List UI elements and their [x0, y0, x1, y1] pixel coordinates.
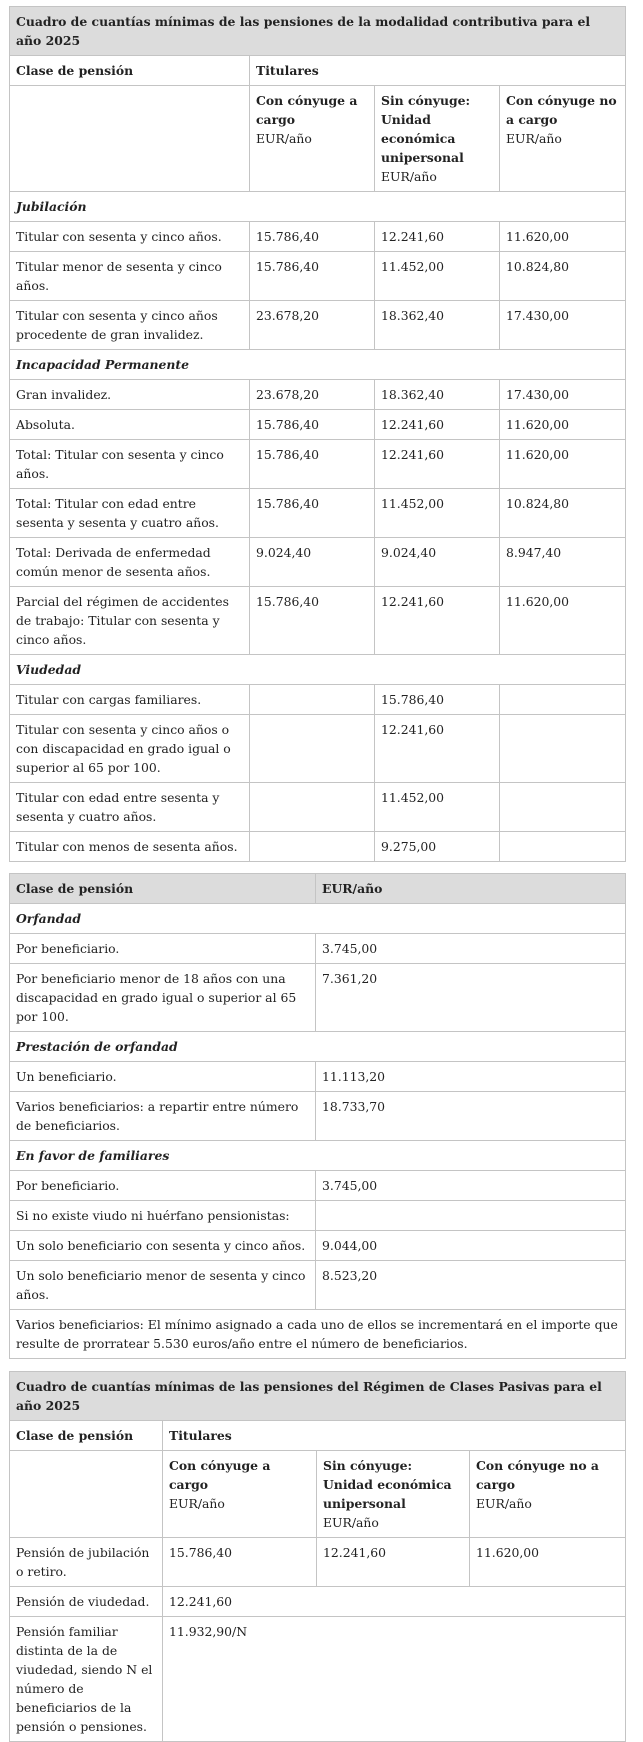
table-row: [10, 715, 626, 783]
row-value-col2: 12.241,60: [375, 715, 500, 783]
section-row: [10, 904, 626, 934]
table-row: [10, 1062, 626, 1092]
header-row: [10, 1421, 626, 1451]
row-value-col2: 18.362,40: [375, 380, 500, 410]
col1-unit: EUR/año: [256, 131, 312, 146]
row-label: Varios beneficiarios: a repartir entre número de beneficiarios.: [10, 1092, 316, 1141]
row-value: 7.361,20: [316, 964, 626, 1032]
row-value-col1: 15.786,40: [250, 252, 375, 301]
row-value-col2: 12.241,60: [375, 587, 500, 655]
section-row: [10, 350, 626, 380]
header-row: [10, 56, 626, 86]
table-row: [10, 380, 626, 410]
row-value: 18.733,70: [316, 1092, 626, 1141]
row-value-col1: 15.786,40: [250, 587, 375, 655]
col3-title: Con cónyuge no a cargo: [476, 1458, 599, 1492]
row-value-col1: [250, 832, 375, 862]
row-value-col1: 9.024,40: [250, 538, 375, 587]
header-row: [10, 874, 626, 904]
col1-title: Con cónyuge a cargo: [256, 93, 358, 127]
row-label: Pensión familiar distinta de la de viudedad, siendo N el número de beneficiarios de la pensión o pensiones.: [10, 1617, 163, 1742]
clases-pasivas-table: [9, 1371, 626, 1742]
row-value-col3: 11.620,00: [500, 410, 626, 440]
col2-unit: EUR/año: [323, 1515, 379, 1530]
table-row: [10, 489, 626, 538]
row-label: Si no existe viudo ni huérfano pensionistas:: [10, 1201, 316, 1231]
row-value-col3: 8.947,40: [500, 538, 626, 587]
row-label: Titular con sesenta y cinco años.: [10, 222, 250, 252]
subheader-empty: [10, 86, 250, 192]
row-value-col2: 12.241,60: [317, 1538, 470, 1587]
table-row: [10, 301, 626, 350]
row-label: Titular con sesenta y cinco años procedente de gran invalidez.: [10, 301, 250, 350]
row-value: 8.523,20: [316, 1261, 626, 1310]
footnote: Varios beneficiarios: El mínimo asignado a cada uno de ellos se incrementará en el importe que resulte de prorratear 5.530 euros/año entre el número de beneficiarios.: [10, 1310, 626, 1359]
section-title-incapacidad: Incapacidad Permanente: [10, 350, 626, 380]
other-pensions-table: [9, 873, 626, 1359]
table-row: [10, 1261, 626, 1310]
row-label: Absoluta.: [10, 410, 250, 440]
header-unit: EUR/año: [316, 874, 626, 904]
row-value-col3: 11.620,00: [500, 587, 626, 655]
section-row: [10, 1032, 626, 1062]
col1-title: Con cónyuge a cargo: [169, 1458, 271, 1492]
table-row: [10, 1587, 626, 1617]
row-value-col3: 11.620,00: [500, 440, 626, 489]
table-caption: Cuadro de cuantías mínimas de las pensiones del Régimen de Clases Pasivas para el año 2025: [10, 1372, 626, 1421]
row-value-col2: 11.452,00: [375, 783, 500, 832]
row-value-col3: [500, 715, 626, 783]
row-value-col3: 10.824,80: [500, 489, 626, 538]
section-row: [10, 192, 626, 222]
table-row: [10, 1171, 626, 1201]
row-value-col1: [250, 685, 375, 715]
contributive-pensions-table: [9, 6, 626, 862]
section-title-prestacion: Prestación de orfandad: [10, 1032, 626, 1062]
table-row: [10, 222, 626, 252]
row-value: 11.932,90/N: [163, 1617, 626, 1742]
row-value-col1: 15.786,40: [250, 440, 375, 489]
col2-title: Sin cónyuge: Unidad económica unipersonal: [381, 93, 471, 165]
header-titulares: Titulares: [250, 56, 626, 86]
table-caption: Cuadro de cuantías mínimas de las pensiones de la modalidad contributiva para el año 2025: [10, 7, 626, 56]
row-value-col3: [500, 832, 626, 862]
table-row: [10, 1617, 626, 1742]
row-value-col3: 17.430,00: [500, 301, 626, 350]
row-value-col1: 23.678,20: [250, 301, 375, 350]
subheader-col2: [317, 1451, 470, 1538]
section-title-orfandad: Orfandad: [10, 904, 626, 934]
row-value: 12.241,60: [163, 1587, 626, 1617]
row-value-col3: [500, 783, 626, 832]
row-value-col3: 11.620,00: [500, 222, 626, 252]
row-value-col2: 12.241,60: [375, 440, 500, 489]
table-row: [10, 538, 626, 587]
row-value-col1: 23.678,20: [250, 380, 375, 410]
row-label: Titular con cargas familiares.: [10, 685, 250, 715]
row-label: Un beneficiario.: [10, 1062, 316, 1092]
row-value-col3: 11.620,00: [470, 1538, 626, 1587]
subheader-row: [10, 1451, 626, 1538]
col2-unit: EUR/año: [381, 169, 437, 184]
col1-unit: EUR/año: [169, 1496, 225, 1511]
row-label: Total: Derivada de enfermedad común menor de sesenta años.: [10, 538, 250, 587]
table-row: [10, 934, 626, 964]
subheader-col3: [470, 1451, 626, 1538]
footnote-row: [10, 1310, 626, 1359]
row-value: [316, 1201, 626, 1231]
table-row: [10, 685, 626, 715]
subheader-empty: [10, 1451, 163, 1538]
row-label: Pensión de viudedad.: [10, 1587, 163, 1617]
row-label: Un solo beneficiario menor de sesenta y cinco años.: [10, 1261, 316, 1310]
subheader-col2: [375, 86, 500, 192]
subheader-col1: [250, 86, 375, 192]
row-label: Titular con menos de sesenta años.: [10, 832, 250, 862]
header-clase: Clase de pensión: [10, 56, 250, 86]
table-row: [10, 783, 626, 832]
table-row: [10, 832, 626, 862]
table-row: [10, 1231, 626, 1261]
row-value-col1: [250, 783, 375, 832]
section-title-familiares: En favor de familiares: [10, 1141, 626, 1171]
col2-title: Sin cónyuge: Unidad económica unipersonal: [323, 1458, 452, 1511]
row-label: Gran invalidez.: [10, 380, 250, 410]
row-value-col3: 17.430,00: [500, 380, 626, 410]
row-value: 9.044,00: [316, 1231, 626, 1261]
row-label: Titular con edad entre sesenta y sesenta y cuatro años.: [10, 783, 250, 832]
table-row: [10, 1092, 626, 1141]
header-clase: Clase de pensión: [10, 1421, 163, 1451]
row-value-col2: 9.024,40: [375, 538, 500, 587]
table-row: [10, 1538, 626, 1587]
row-value: 3.745,00: [316, 1171, 626, 1201]
header-clase: Clase de pensión: [10, 874, 316, 904]
row-value-col1: 15.786,40: [250, 410, 375, 440]
col3-unit: EUR/año: [506, 131, 562, 146]
section-title-viudedad: Viudedad: [10, 655, 626, 685]
row-value-col3: [500, 685, 626, 715]
row-label: Por beneficiario menor de 18 años con una discapacidad en grado igual o superior al 65 por 100.: [10, 964, 316, 1032]
table-row: [10, 410, 626, 440]
row-value: 3.745,00: [316, 934, 626, 964]
row-value-col1: 15.786,40: [163, 1538, 317, 1587]
row-value-col2: 11.452,00: [375, 489, 500, 538]
row-label: Total: Titular con sesenta y cinco años.: [10, 440, 250, 489]
table-row: [10, 1201, 626, 1231]
col3-title: Con cónyuge no a cargo: [506, 93, 617, 127]
row-value-col2: 11.452,00: [375, 252, 500, 301]
section-title-jubilacion: Jubilación: [10, 192, 626, 222]
col3-unit: EUR/año: [476, 1496, 532, 1511]
row-value-col1: 15.786,40: [250, 222, 375, 252]
section-row: [10, 1141, 626, 1171]
row-label: Por beneficiario.: [10, 934, 316, 964]
row-label: Titular con sesenta y cinco años o con discapacidad en grado igual o superior al 65 por 100.: [10, 715, 250, 783]
header-titulares: Titulares: [163, 1421, 626, 1451]
table-row: [10, 440, 626, 489]
row-label: Titular menor de sesenta y cinco años.: [10, 252, 250, 301]
subheader-col3: [500, 86, 626, 192]
table-caption-row: [10, 7, 626, 56]
table-row: [10, 252, 626, 301]
row-label: Total: Titular con edad entre sesenta y sesenta y cuatro años.: [10, 489, 250, 538]
subheader-col1: [163, 1451, 317, 1538]
row-value-col2: 12.241,60: [375, 222, 500, 252]
table-caption-row: [10, 1372, 626, 1421]
row-value-col2: 12.241,60: [375, 410, 500, 440]
row-value-col3: 10.824,80: [500, 252, 626, 301]
row-value-col2: 15.786,40: [375, 685, 500, 715]
table-row: [10, 964, 626, 1032]
row-label: Un solo beneficiario con sesenta y cinco años.: [10, 1231, 316, 1261]
table-row: [10, 587, 626, 655]
row-label: Por beneficiario.: [10, 1171, 316, 1201]
row-value-col2: 18.362,40: [375, 301, 500, 350]
row-value-col1: 15.786,40: [250, 489, 375, 538]
row-label: Pensión de jubilación o retiro.: [10, 1538, 163, 1587]
row-value: 11.113,20: [316, 1062, 626, 1092]
row-label: Parcial del régimen de accidentes de trabajo: Titular con sesenta y cinco años.: [10, 587, 250, 655]
section-row: [10, 655, 626, 685]
row-value-col1: [250, 715, 375, 783]
row-value-col2: 9.275,00: [375, 832, 500, 862]
subheader-row: [10, 86, 626, 192]
